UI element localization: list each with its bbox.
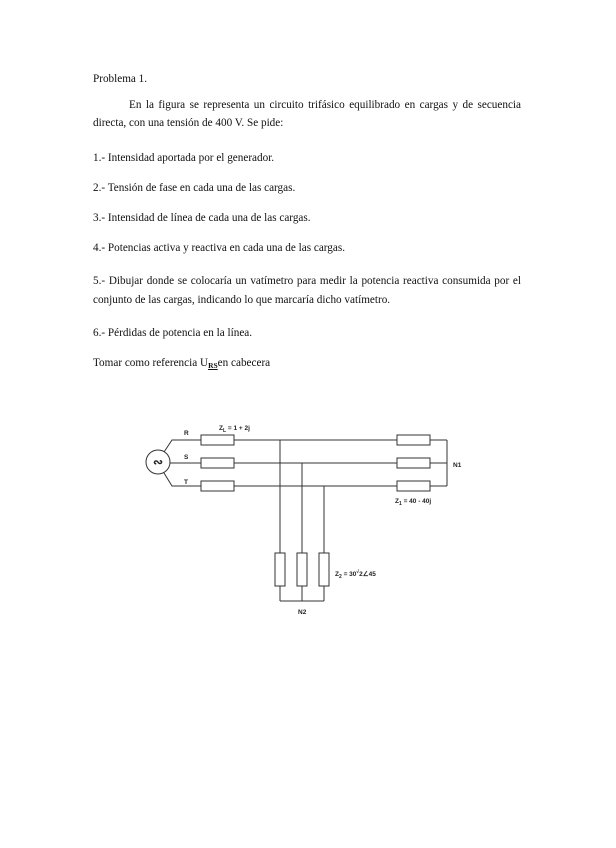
question-2: 2.- Tensión de fase en cada una de las cargas.	[93, 182, 296, 194]
line-impedance-t	[201, 481, 234, 491]
question-3: 3.- Intensidad de línea de cada una de las cargas.	[93, 212, 311, 224]
line-impedance-s	[201, 458, 234, 468]
z-line-label: $Z_L = 1 + 2j$	[219, 425, 250, 434]
question-5: 5.- Dibujar donde se colocaría un vatímetro para medir la potencia reactiva consumida por el conjunto de las cargas, indicando lo que marcaría dicho vatímetro.	[93, 275, 521, 306]
generator-wire-t	[164, 473, 201, 486]
problem-intro: En la figura se representa un circuito trifásico equilibrado en cargas y de secuencia directa, con una tensión de 400 V. Se pide:	[93, 99, 521, 129]
phase-label-t: T	[184, 479, 188, 486]
phase-label-s: S	[184, 454, 189, 461]
load2-impedance-s	[297, 553, 307, 586]
load1-impedance-s	[397, 458, 430, 468]
question-4: 4.- Potencias activa y reactiva en cada una de las cargas.	[93, 242, 346, 254]
n2-label: N2	[298, 609, 307, 616]
phase-label-r: R	[184, 430, 189, 437]
reference-note: Tomar como referencia $U_{RS}en$ cabecera	[93, 357, 271, 370]
problem-title: Problema 1.	[93, 73, 148, 85]
z1-label: $Z_1 = 40 - 40j$	[395, 498, 432, 507]
z2-label: $Z_2$ = 30√2∠45	[335, 569, 376, 580]
line-impedance-r	[201, 435, 234, 445]
question-6: 6.- Pérdidas de potencia en la línea.	[93, 327, 253, 339]
question-1: 1.- Intensidad aportada por el generador.	[93, 152, 275, 164]
generator-wire-r	[164, 440, 201, 452]
n1-label: N1	[453, 462, 462, 469]
generator-glyph: ∾	[152, 455, 164, 469]
load2-impedance-t	[319, 553, 329, 586]
load1-impedance-r	[397, 435, 430, 445]
load1-impedance-t	[397, 481, 430, 491]
load2-impedance-r	[275, 553, 285, 586]
